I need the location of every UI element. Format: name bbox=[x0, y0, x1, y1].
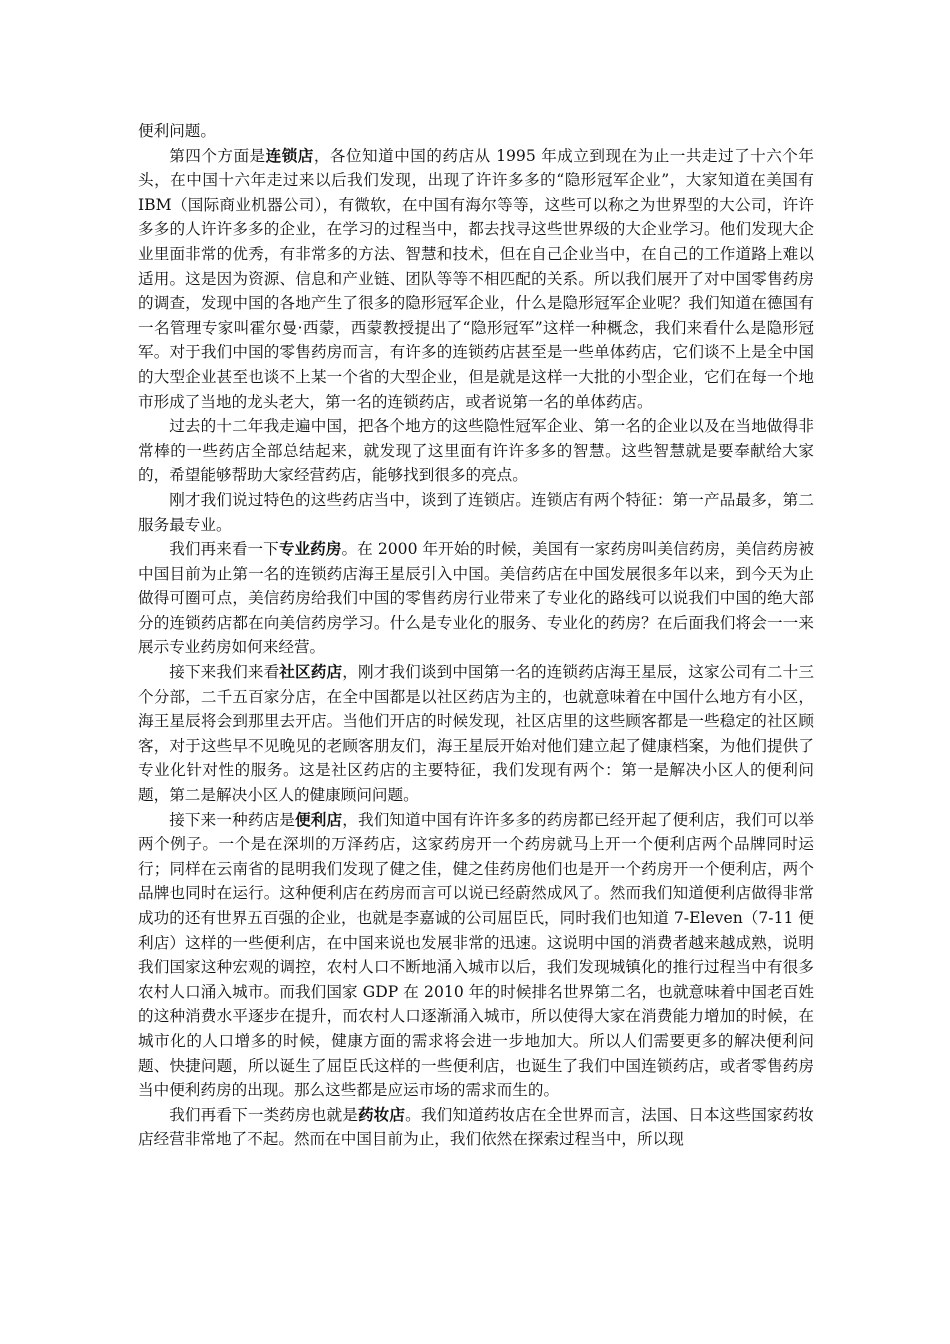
paragraph-text: 我们再来看一下 bbox=[169, 540, 279, 559]
paragraph-text: 接下来一种药店是 bbox=[169, 810, 296, 829]
keyword-text: 便利店 bbox=[295, 809, 343, 829]
paragraph-text: 第四个方面是 bbox=[169, 146, 266, 165]
paragraph-text: ，刚才我们谈到中国第一名的连锁药店海王星辰，这家公司有二十三个分部，二千五百家分店，在全中国都是以社区药店为主的，也就意味着在中国什么地方有小区，海王星辰将会到那里去开店。当他们开店的时候发现，社区店里的这些顾客都是一些稳定的社区顾客，对于这些早不见晚见的老顾客朋友们，海王星辰开始对他们建立起了健康档案，为他们提供了专业化针对性的服务。这是社区药店的主要特征，我们发现有两个：第一是解决小区人的便利问题，第二是解决小区人的健康顾问问题。 bbox=[138, 663, 814, 805]
paragraph bbox=[138, 144, 814, 415]
paragraph-text: 刚才我们说过特色的这些药店当中，谈到了连锁店。连锁店有两个特征：第一产品最多，第二服务最专业。 bbox=[138, 490, 814, 534]
keyword-text: 连锁店 bbox=[265, 145, 314, 165]
paragraph bbox=[138, 414, 814, 488]
paragraph-text: 。在 2000 年开始的时候，美国有一家药房叫美信药房，美信药房被中国目前为止第一名的连锁药店海王星辰引入中国。美信药店在中国发展很多年以来，到今天为止做得可圈可点，美信药房给我们中国的零售药房行业带来了专业化的路线可以说我们中国的绝大部分的连锁药店都在向美信药房学习。什么是专业化的服务、专业化的药房？在后面我们将会一一来展示专业药房如何来经营。 bbox=[138, 540, 814, 657]
paragraph-text: 便利问题。 bbox=[138, 122, 216, 140]
keyword-text: 专业药房 bbox=[278, 539, 342, 559]
paragraph-text: 接下来我们来看 bbox=[169, 663, 280, 682]
paragraph-text: 我们再看下一类药房也就是 bbox=[169, 1105, 358, 1124]
paragraph-text: 过去的十二年我走遍中国，把各个地方的这些隐性冠军企业、第一名的企业以及在当地做得非常棒的一些药店全部总结起来，就发现了这里面有许许多多的智慧。这些智慧就是要奉献给大家的，希望能够帮助大家经营药店，能够找到很多的亮点。 bbox=[138, 417, 814, 485]
paragraph bbox=[138, 660, 814, 808]
paragraph bbox=[138, 1103, 814, 1152]
keyword-text: 药妆店 bbox=[357, 1104, 406, 1124]
document-page bbox=[138, 119, 814, 1152]
paragraph-text: ，各位知道中国的药店从 1995 年成立到现在为止一共走过了十六个年头，在中国十六年走过来以后我们发现，出现了许许多多的“隐形冠军企业”，大家知道在美国有 IBM（国际商业机器公司），有微软，在中国有海尔等等，这些可以称之为世界型的大公司，许许多多的人许许多多的企业，在学习的过程当中，都去找寻这些世界级的大企业学习。他们发现大企业里面非常的优秀，有非常多的方法、智慧和技术，但在自己企业当中，在自己的工作道路上难以适用。这是因为资源、信息和产业链、团队等等不相匹配的关系。所以我们展开了对中国零售药房的调查，发现中国的各地产生了很多的隐形冠军企业，什么是隐形冠军企业呢？我们知道在德国有一名管理专家叫霍尔曼·西蒙，西蒙教授提出了“隐形冠军”这样一种概念，我们来看什么是隐形冠军。对于我们中国的零售药房而言，有许多的连锁药店甚至是一些单体药店，它们谈不上是全中国的大型企业甚至也谈不上某一个省的大型企业，但是就是这样一大批的小型企业，它们在每一个地市形成了当地的龙头老大，第一名的连锁药店，或者说第一名的单体药店。 bbox=[138, 146, 814, 411]
paragraph bbox=[138, 488, 814, 537]
paragraph bbox=[138, 119, 814, 144]
paragraph bbox=[138, 537, 814, 660]
keyword-text: 社区药店 bbox=[279, 662, 343, 682]
paragraph-text: 。我们知道药妆店在全世界而言，法国、日本这些国家药妆店经营非常地了不起。然而在中国目前为止，我们依然在探索过程当中，所以现 bbox=[138, 1105, 814, 1149]
paragraph-text: ，我们知道中国有许许多多的药房都已经开起了便利店，我们可以举两个例子。一个是在深圳的万泽药店，这家药房开一个药房就马上开一个便利店两个品牌同时运行；同样在云南省的昆明我们发现了健之佳，健之佳药房他们也是开一个药房开一个便利店，两个品牌也同时在运行。这种便利店在药房而言可以说已经蔚然成风了。然而我们知道便利店做得非常成功的还有世界五百强的企业，也就是李嘉诚的公司屈臣氏，同时我们也知道 7-Eleven（7-11 便利店）这样的一些便利店，在中国来说也发展非常的迅速。这说明中国的消费者越来越成熟，说明我们国家这种宏观的调控，农村人口不断地涌入城市以后，我们发现城镇化的推行过程当中有很多农村人口涌入城市。而我们国家 GDP 在 2010 年的时候排名世界第二名，也就意味着中国老百姓的这种消费水平逐步在提升，而农村人口逐渐涌入城市，所以使得大家在消费能力增加的时候，在城市化的人口增多的时候，健康方面的需求将会进一步地加大。所以人们需要更多的解决便利问题、快捷问题，所以诞生了屈臣氏这样的一些便利店，也诞生了我们中国连锁药店，或者零售药房当中便利药房的出现。那么这些都是应运市场的需求而生的。 bbox=[138, 810, 814, 1100]
paragraph bbox=[138, 808, 814, 1103]
